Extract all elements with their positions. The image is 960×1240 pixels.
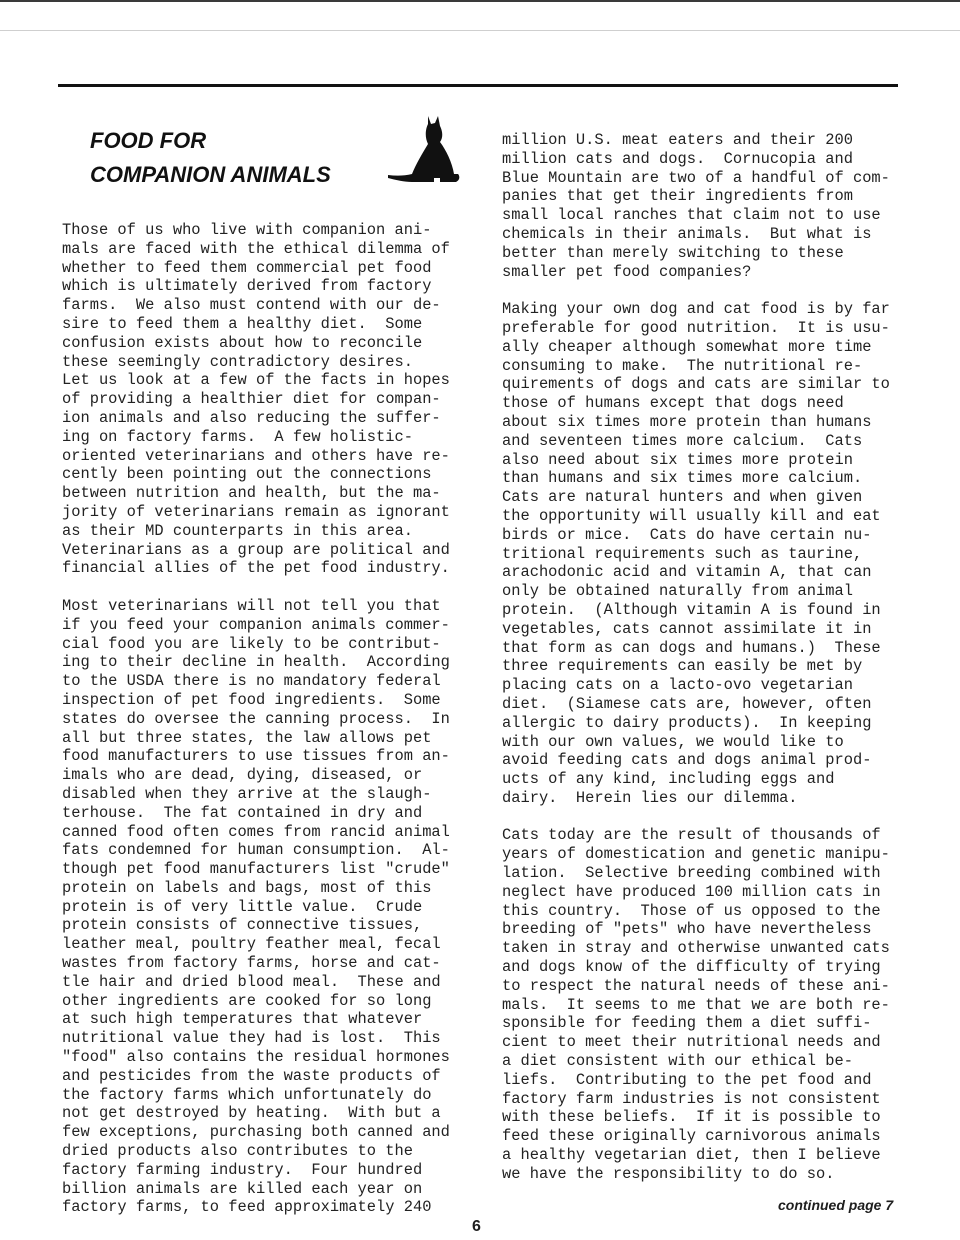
right-paragraph-1: million U.S. meat eaters and their 200 million cats and dogs. Cornucopia and Blue Mountain are two of a handful of com- panies that get their ingredients from small local ranches that claim not to use chemicals in their animals. But what is better than merely switching to these smaller pet food companies? bbox=[502, 131, 890, 281]
top-border-line bbox=[0, 0, 960, 2]
title-line-1: FOOD FOR bbox=[90, 128, 207, 153]
page-number: 6 bbox=[472, 1218, 481, 1235]
article-title bbox=[90, 124, 331, 192]
continued-note: continued page 7 bbox=[778, 1197, 894, 1213]
right-paragraph-3: Cats today are the result of thousands of years of domestication and genetic manipu- lation. Selective breeding combined with neglect have produced 100 million cats in this country. Those of us opposed to the breeding of "pets" who have nevertheless taken in stray and otherwise unwanted cats and dogs know of the difficulty of trying to respect the natural needs of these ani- mals. It seems to me that we are both re- sponsible for feeding them a diet suffi- cient to meet their nutritional needs and a diet consistent with our ethical be- liefs. Contributing to the pet food and factory farm industries is not consistent with these beliefs. If it is possible to feed these originally carnivorous animals a healthy vegetarian diet, then I believe we have the responsibility to do so. bbox=[502, 826, 890, 1183]
title-line-2: COMPANION ANIMALS bbox=[90, 162, 331, 187]
top-faint-line bbox=[0, 30, 960, 31]
cat-icon bbox=[382, 112, 466, 188]
left-column bbox=[62, 221, 462, 1236]
left-paragraph-1: Those of us who live with companion ani- mals are faced with the ethical dilemma of whether to feed them commercial pet food which is ultimately derived from factory farms. We also must contend with our de- sire to feed them a healthy diet. Some confusion exists about how to reconcile these seemingly contradictory desires. Let us look at a few of the facts in hopes of providing a healthier diet for compan- ion animals and also reducing the suffer- ing on factory farms. A few holistic- oriented veterinarians and others have re- cently been pointing out the connections between nutrition and health, but the ma- jority of veterinarians remain as ignorant as their MD counterparts in this area. Veterinarians as a group are political and financial allies of the pet food industry. bbox=[62, 221, 450, 578]
left-paragraph-2: Most veterinarians will not tell you that if you feed your companion animals commer- cial food you are likely to be contribut- ing to their decline in health. According to the USDA there is no mandatory federal inspection of pet food ingredients. Some states do oversee the canning process. In all but three states, the law allows pet food manufacturers to use tissues from an- imals who are dead, dying, diseased, or disabled when they arrive at the slaugh- terhouse. The fat contained in dry and canned food often comes from rancid animal fats condemned for human consumption. Al- though pet food manufacturers list "crude" protein on labels and bags, most of this protein is of very little value. Crude protein consists of connective tissues, leather meal, poultry feather meal, fecal wastes from factory farms, horse and cat- tle hair and dried blood meal. These and other ingredients are cooked for so long at such high temperatures that whatever nutritional value they had is lost. This "food" also contains the residual hormones and pesticides from the waste products of the factory farms which unfortunately do not get destroyed by heating. With but a few exceptions, purchasing both canned and dried products also contributes to the factory farming industry. Four hundred billion animals are killed each year on factory farms, to feed approximately 240 bbox=[62, 596, 450, 1217]
header-rule bbox=[58, 84, 898, 87]
right-column bbox=[502, 131, 902, 1202]
right-paragraph-2: Making your own dog and cat food is by far preferable for good nutrition. It is usu- ally cheaper although somewhat more time consuming to make. The nutritional re- quirements of dogs and cats are similar to those of humans except that dogs need about six times more protein than humans and seventeen times more calcium. Cats also need about six times more protein than humans and six times more calcium. Cats are natural hunters and when given the opportunity will usually kill and eat birds or mice. Cats do have certain nu- tritional requirements such as taurine, arachodonic acid and vitamin A, that can only be obtained naturally from animal protein. (Although vitamin A is found in vegetables, cats cannot assimilate it in that form as can dogs and humans.) These three requirements can easily be met by placing cats on a lacto-ovo vegetarian diet. (Siamese cats are, however, often allergic to dairy products). In keeping with our own values, we would like to avoid feeding cats and dogs animal prod- ucts of any kind, including eggs and dairy. Herein lies our dilemma. bbox=[502, 300, 890, 807]
